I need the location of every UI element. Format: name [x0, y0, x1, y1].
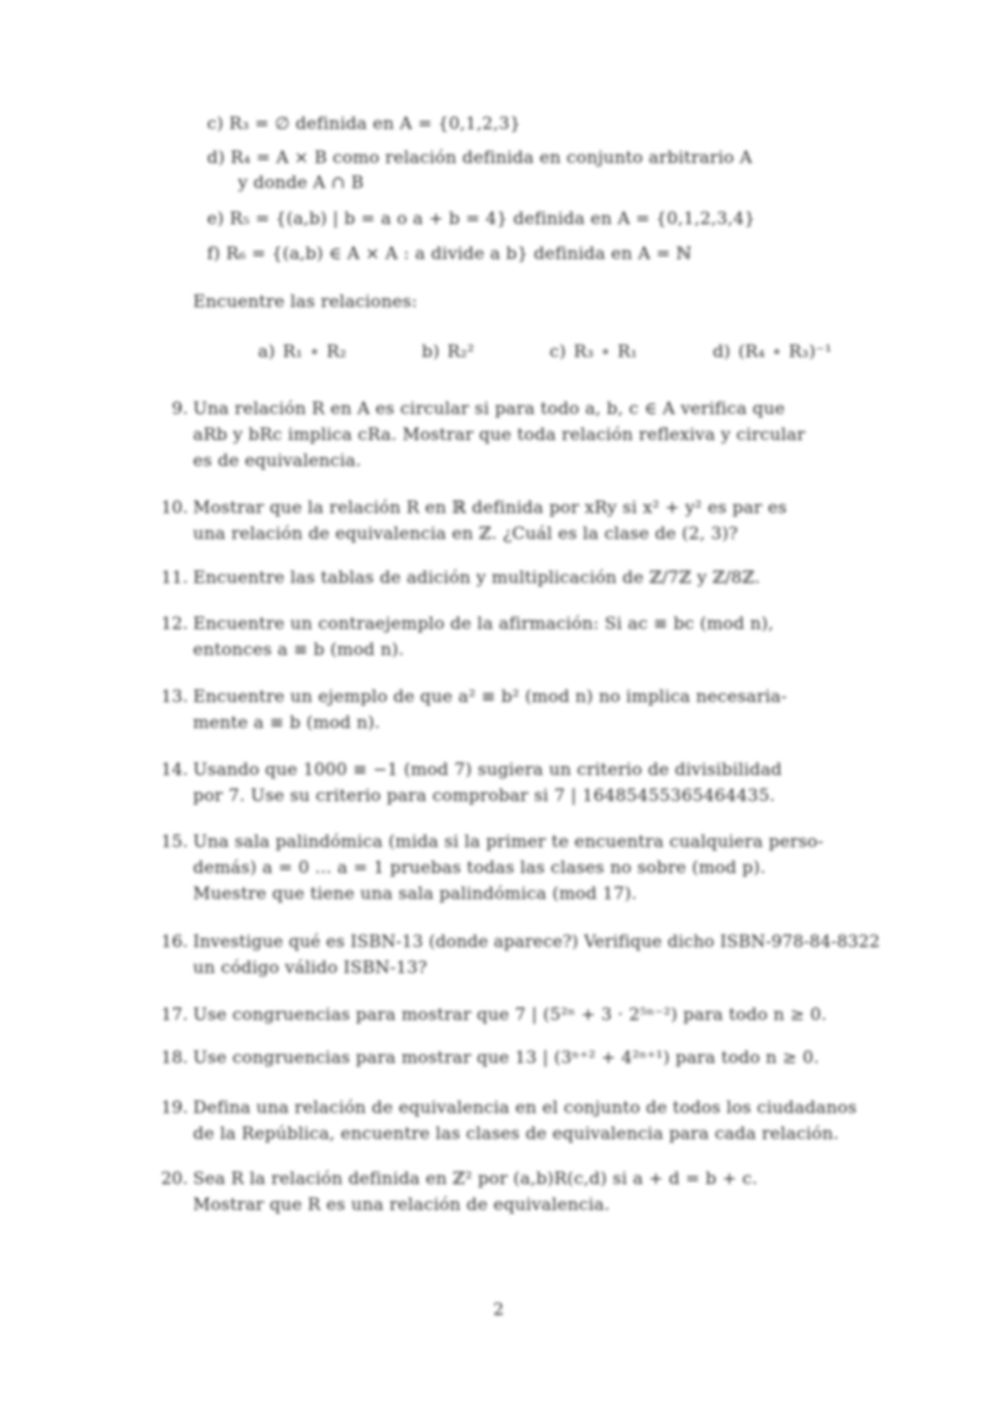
problem-text: de la República, encuentre las clases de equivalencia para cada relación. — [193, 1124, 839, 1144]
problem-text: Una relación R en A es circular si para todo a, b, c ∈ A verifica que — [193, 399, 786, 419]
problem-text: Encuentre un ejemplo de que a² ≡ b² (mod n) no implica necesaria- — [193, 687, 787, 707]
problem-number: 13. — [160, 687, 188, 707]
problem-text: mente a ≡ b (mod n). — [193, 713, 381, 733]
formula-d: d) (R₄ ∘ R₃)⁻¹ — [712, 342, 832, 362]
problem-text: Use congruencias para mostrar que 13 | (3ⁿ⁺² + 4²ⁿ⁺¹) para todo n ≥ 0. — [193, 1048, 820, 1068]
problem-number: 10. — [160, 498, 188, 518]
problem-number: 14. — [160, 760, 188, 780]
problem-number: 9. — [171, 399, 188, 419]
subitem-c: c) R₃ = ∅ definida en A = {0,1,2,3} — [207, 114, 521, 134]
problem-number: 16. — [160, 932, 188, 952]
subitem-d-cont: y donde A ∩ B — [238, 173, 364, 193]
problem-number: 11. — [160, 568, 188, 588]
formula-b: b) R₂² — [421, 342, 475, 362]
problem-text: Mostrar que R es una relación de equivalencia. — [193, 1195, 610, 1215]
problem-text: Una sala palindómica (mida si la primer te encuentra cualquiera perso- — [193, 832, 824, 852]
problem-text: una relación de equivalencia en ℤ. ¿Cuál es la clase de (2, 3)? — [193, 524, 738, 544]
problem-text: entonces a ≡ b (mod n). — [193, 640, 405, 660]
problem-text: Usando que 1000 ≡ −1 (mod 7) sugiera un criterio de divisibilidad — [193, 760, 783, 780]
problem-number: 20. — [160, 1169, 188, 1189]
subitem-f: f) R₆ = {(a,b) ∈ A × A : a divide a b} definida en A = ℕ — [207, 244, 692, 264]
problem-text: Encuentre un contraejemplo de la afirmación: Si ac ≡ bc (mod n), — [193, 614, 774, 634]
problem-text: por 7. Use su criterio para comprobar si 7 | 16485455365464435. — [193, 786, 776, 806]
page-number: 2 — [493, 1300, 504, 1320]
formula-row — [258, 341, 832, 363]
problem-number: 12. — [160, 614, 188, 634]
problem-text: Mostrar que la relación R en ℝ definida por xRy si x² + y² es par es — [193, 498, 787, 518]
problem-text: Use congruencias para mostrar que 7 | (5²ⁿ + 3 · 2⁵ⁿ⁻²) para todo n ≥ 0. — [193, 1005, 827, 1025]
intro-text: Encuentre las relaciones: — [193, 292, 418, 312]
problem-text: aRb y bRc implica cRa. Mostrar que toda relación reflexiva y circular — [193, 425, 806, 445]
problem-text: es de equivalencia. — [193, 451, 362, 471]
problem-number: 15. — [160, 832, 188, 852]
formula-c: c) R₃ ∘ R₁ — [549, 342, 638, 362]
problem-text: Encuentre las tablas de adición y multiplicación de ℤ/7ℤ y ℤ/8ℤ. — [193, 568, 761, 588]
problem-text: Investigue qué es ISBN-13 (donde aparece?) Verifique dicho ISBN-978-84-8322 — [193, 932, 881, 952]
formula-a: a) R₁ ∘ R₂ — [258, 342, 347, 362]
problem-text: Sea R la relación definida en ℤ² por (a,b)R(c,d) si a + d = b + c. — [193, 1169, 758, 1189]
problem-text: un código válido ISBN-13? — [193, 958, 428, 978]
problem-number: 19. — [160, 1098, 188, 1118]
problem-text: demás) a = 0 ... a = 1 pruebas todas las clases no sobre (mod p). — [193, 858, 766, 878]
problem-number: 17. — [160, 1005, 188, 1025]
subitem-e: e) R₅ = {(a,b) | b = a o a + b = 4} definida en A = {0,1,2,3,4} — [207, 209, 756, 229]
problem-text: Muestre que tiene una sala palindómica (mod 17). — [193, 884, 637, 904]
problem-number: 18. — [160, 1048, 188, 1068]
subitem-d: d) R₄ = A × B como relación definida en conjunto arbitrario A — [207, 148, 753, 168]
problem-text: Defina una relación de equivalencia en el conjunto de todos los ciudadanos — [193, 1098, 857, 1118]
